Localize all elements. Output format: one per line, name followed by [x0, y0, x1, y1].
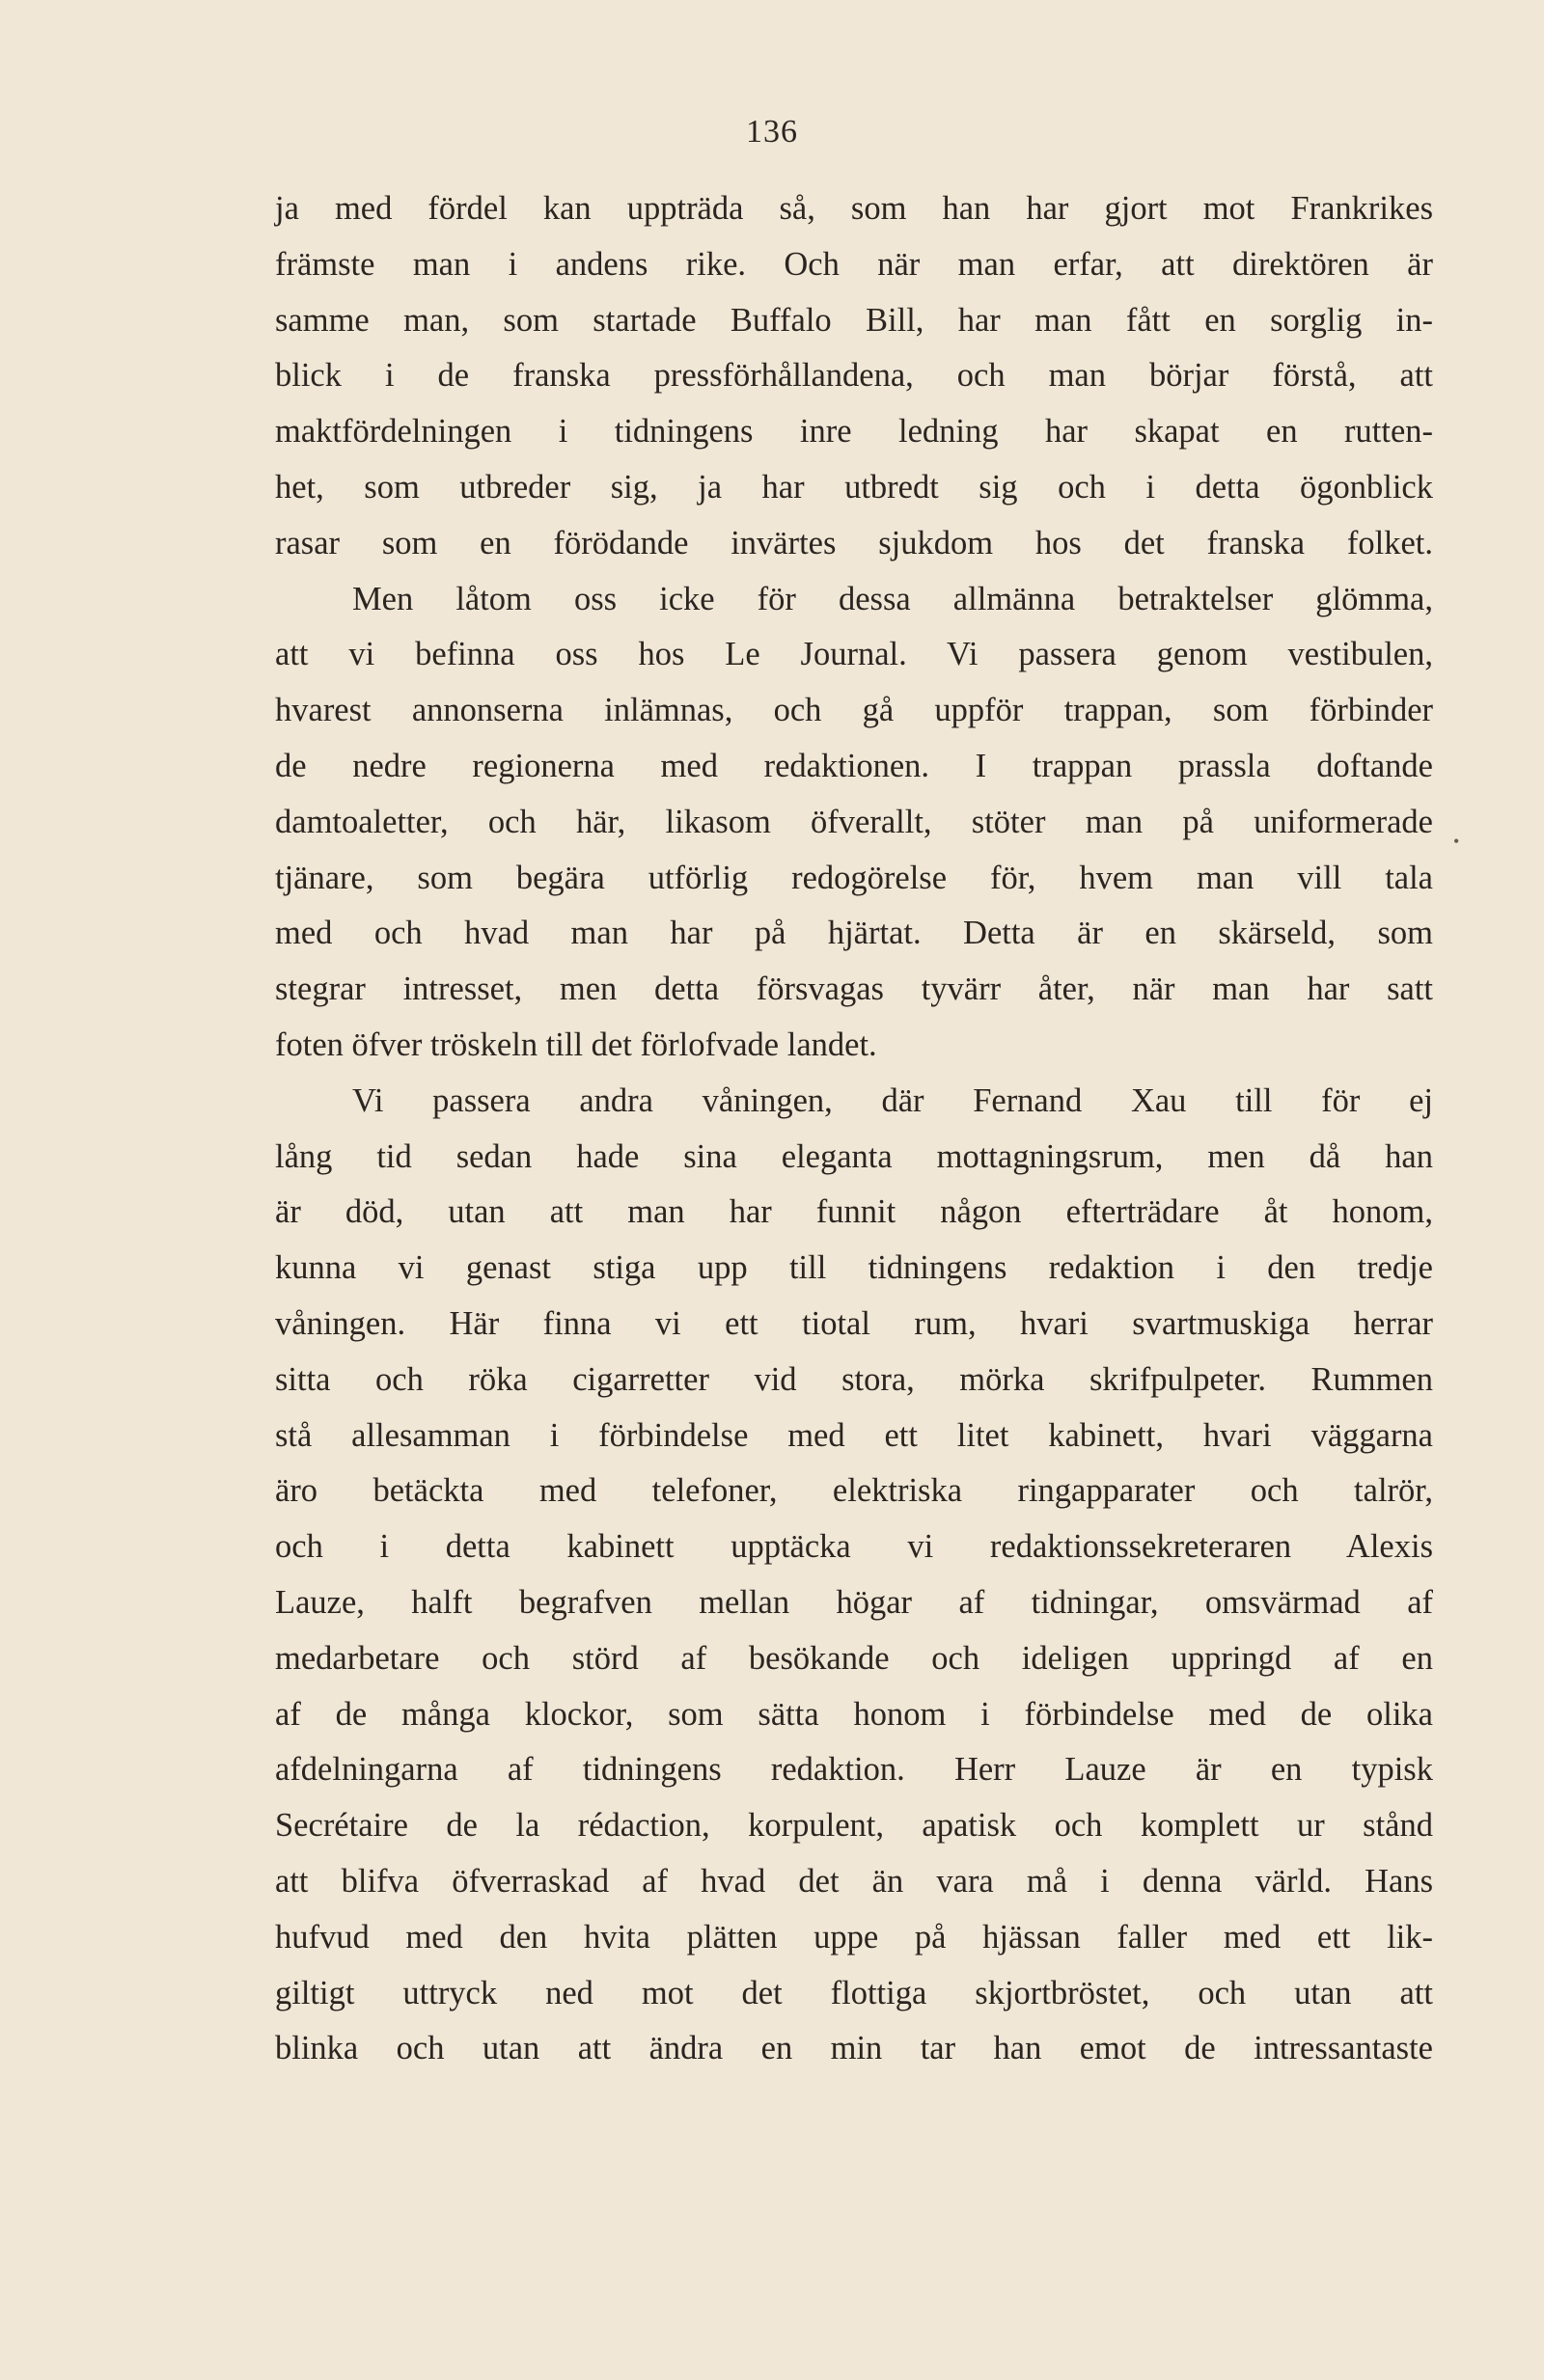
- text-line: blinka och utan att ändra en min tar han emot de intressantaste: [275, 2030, 1433, 2067]
- text-line: giltigt uttryck ned mot det flottiga skjortbröstet, och utan att: [275, 1974, 1433, 2011]
- text-line: stegrar intresset, men detta försvagas tyvärr åter, när man har satt: [275, 971, 1433, 1008]
- text-line: tjänare, som begära utförlig redogörelse för, hvem man vill tala: [275, 859, 1433, 896]
- text-line: lång tid sedan hade sina eleganta mottagningsrum, men då han: [275, 1137, 1433, 1175]
- text-line: Men låtom oss icke för dessa allmänna betraktelser glömma,: [352, 580, 1433, 617]
- text-line: damtoaletter, och här, likasom öfverallt, stöter man på uniformerade: [275, 803, 1433, 840]
- margin-dot: •: [1453, 832, 1460, 851]
- text-line: de nedre regionerna med redaktionen. I trappan prassla doftande: [275, 747, 1433, 784]
- text-line: het, som utbreder sig, ja har utbredt sig och i detta ögonblick: [275, 468, 1433, 506]
- text-line: af de många klockor, som sätta honom i förbindelse med de olika: [275, 1695, 1433, 1733]
- text-line: Vi passera andra våningen, där Fernand Xau till för ej: [352, 1081, 1433, 1119]
- text-line: stå allesamman i förbindelse med ett litet kabinett, hvari väggarna: [275, 1416, 1433, 1454]
- text-line: våningen. Här finna vi ett tiotal rum, hvari svartmuskiga herrar: [275, 1304, 1433, 1342]
- text-line: är död, utan att man har funnit någon efterträdare åt honom,: [275, 1193, 1433, 1231]
- text-line: Secrétaire de la rédaction, korpulent, apatisk och komplett ur stånd: [275, 1807, 1433, 1845]
- text-line: Lauze, halft begrafven mellan högar af tidningar, omsvärmad af: [275, 1583, 1433, 1621]
- text-line: sitta och röka cigarretter vid stora, mörka skrifpulpeter. Rummen: [275, 1360, 1433, 1398]
- text-line: ja med fördel kan uppträda så, som han har gjort mot Frankrikes: [275, 190, 1433, 227]
- text-line: hufvud med den hvita plätten uppe på hjässan faller med ett lik-: [275, 1918, 1433, 1956]
- text-line: att vi befinna oss hos Le Journal. Vi passera genom vestibulen,: [275, 636, 1433, 673]
- text-line: rasar som en förödande invärtes sjukdom hos det franska folket.: [275, 524, 1433, 561]
- text-line: medarbetare och störd af besökande och ideligen uppringd af en: [275, 1639, 1433, 1677]
- text-line: blick i de franska pressförhållandena, och man börjar förstå, att: [275, 357, 1433, 395]
- text-line: hvarest annonserna inlämnas, och gå uppför trappan, som förbinder: [275, 692, 1433, 729]
- text-line: främste man i andens rike. Och när man erfar, att direktören är: [275, 245, 1433, 283]
- text-line: afdelningarna af tidningens redaktion. Herr Lauze är en typisk: [275, 1751, 1433, 1789]
- text-line: foten öfver tröskeln till det förlofvade landet.: [275, 1026, 877, 1063]
- text-line: med och hvad man har på hjärtat. Detta är en skärseld, som: [275, 915, 1433, 952]
- body-text: [275, 181, 1433, 2077]
- text-line: och i detta kabinett upptäcka vi redaktionssekreteraren Alexis: [275, 1528, 1433, 1566]
- text-line: samme man, som startade Buffalo Bill, har man fått en sorglig in-: [275, 301, 1433, 339]
- text-line: att blifva öfverraskad af hvad det än vara må i denna värld. Hans: [275, 1862, 1433, 1900]
- text-line: maktfördelningen i tidningens inre ledning har skapat en rutten-: [275, 413, 1433, 451]
- page-number: 136: [746, 114, 798, 150]
- text-line: äro betäckta med telefoner, elektriska ringapparater och talrör,: [275, 1472, 1433, 1510]
- text-line: kunna vi genast stiga upp till tidningens redaktion i den tredje: [275, 1249, 1433, 1287]
